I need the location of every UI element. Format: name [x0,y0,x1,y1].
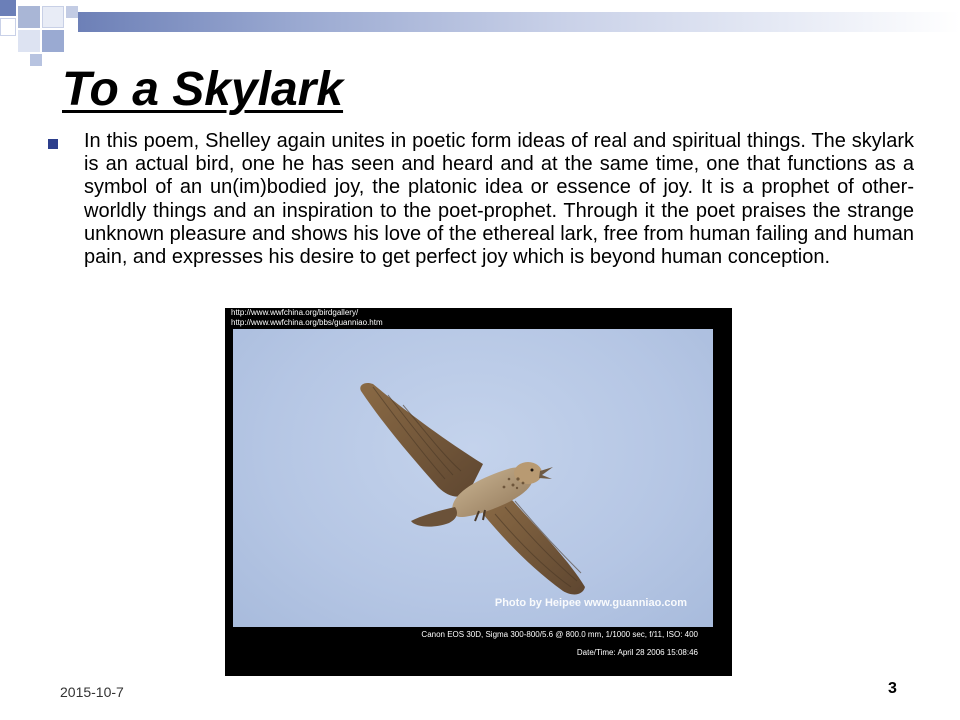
photo-exif-info: Canon EOS 30D, Sigma 300-800/5.6 @ 800.0 mm, 1/1000 sec, f/11, ISO: 400 [421,630,698,639]
photo-watermark: Photo by Heipee www.guanniao.com [494,597,687,609]
decor-square [18,30,40,52]
decor-square [0,0,16,16]
slide-title: To a Skylark [62,63,344,116]
decor-square [0,18,16,36]
decor-square [42,30,64,52]
photo-source-url: http://www.wwfchina.org/bbs/guanniao.htm [231,318,383,327]
decor-square [18,6,40,28]
photo-source-url: http://www.wwfchina.org/birdgallery/ [231,308,359,317]
photo-sky [233,329,713,627]
decor-square [30,54,42,66]
bullet-list [48,130,914,269]
bird-left-wing [360,383,483,497]
skylark-photo [225,308,732,676]
header-gradient-bar [78,12,960,32]
decor-square [66,6,78,18]
skylark-bird-illustration [233,329,713,627]
bullet-text: In this poem, Shelley again unites in poetic form ideas of real and spiritual things. The skylark is an actual bird, one he has seen and heard and at the same time, one that functions as a symbol of an un(im)bodied joy, the platonic idea or essence of joy. It is a prophet of other-worldly things and an inspiration to the poet-prophet. Through it the poet praises the strange unknown pleasure and shows his love of the ethereal lark, free from human failing and human pain, and expresses his desire to get perfect joy which is beyond human conception. [84,130,914,269]
bird-tail [411,507,457,527]
bird-beak [539,467,553,479]
bird-head [514,462,542,484]
page-number: 3 [888,680,897,697]
decor-square [42,6,64,28]
bird-right-wing [483,495,585,595]
photo-datetime: Date/Time: April 28 2006 15:08:46 [576,648,698,657]
square-bullet-icon [48,139,58,149]
footer-date: 2015-10-7 [60,684,124,700]
